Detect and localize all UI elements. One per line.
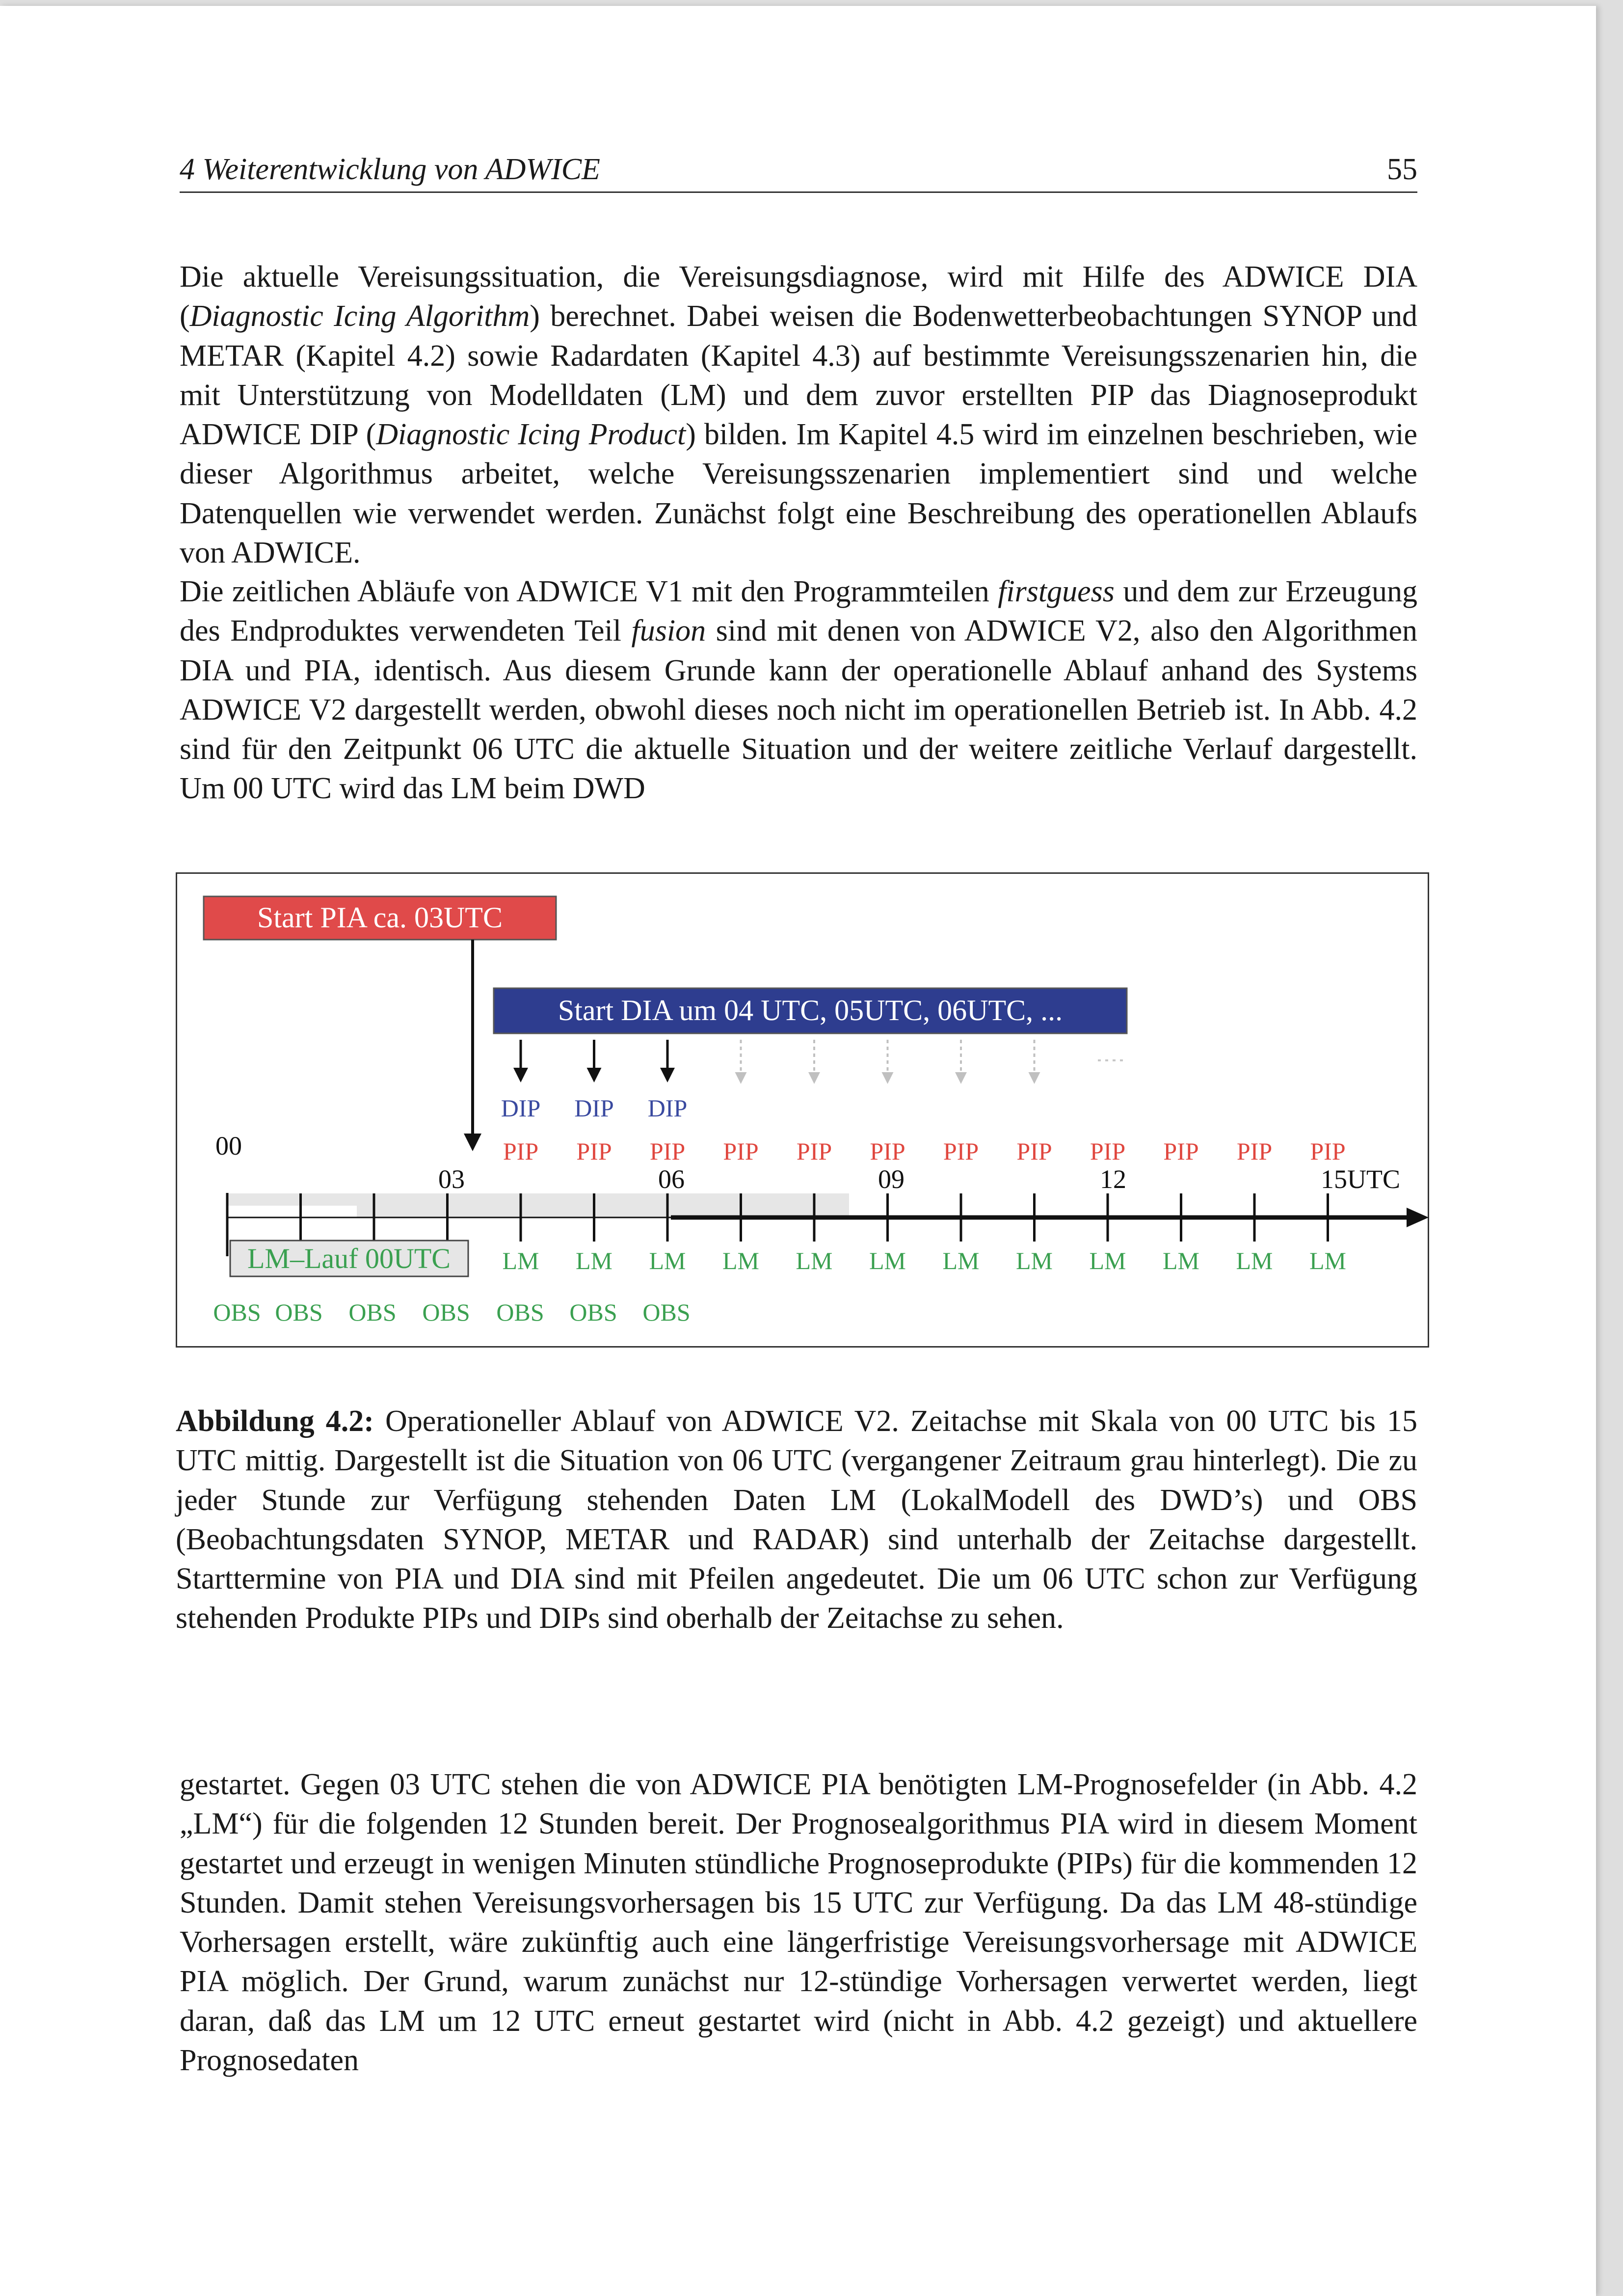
lm-label: LM [1016,1247,1053,1274]
pip-label: PIP [503,1137,539,1165]
pia-start-box [204,896,556,940]
lm-label: LM [722,1247,759,1274]
dip-label: DIP [647,1094,688,1122]
dia-start-box [494,988,1127,1033]
dip-label: DIP [574,1094,614,1122]
lm-label: LM [576,1247,612,1274]
dia-start-label: Start DIA um 04 UTC, 05UTC, 06UTC, ... [558,994,1063,1026]
lm-label: LM [1236,1247,1273,1274]
page [0,6,1596,2296]
dia-arrows [521,1040,1127,1078]
pip-label: PIP [1016,1137,1052,1165]
lm-label: LM [869,1247,906,1274]
past-period-shade [227,1193,357,1206]
time-axis-arrowhead [1407,1208,1429,1227]
lm-run-label: LM–Lauf 00UTC [247,1243,451,1274]
lm-label: LM [1089,1247,1126,1274]
axis-label-00: 00 [215,1131,242,1161]
pip-label: PIP [943,1137,979,1165]
axis-label-03: 03 [438,1164,465,1194]
pip-label: PIP [576,1137,612,1165]
pip-label: PIP [1163,1137,1199,1165]
lm-run-box [230,1241,468,1276]
obs-label: OBS [496,1298,544,1326]
paragraph-1: Die aktuelle Vereisungssituation, die Vereisungsdiagnose, wird mit Hilfe des ADWICE DIA (Diagnostic Icing Algorithm) berechnet. Dabei weisen die Bodenwetterbeobachtungen SYNOP und METAR (Kapitel 4.2) sowie Radardaten (Kapitel 4.3) auf bestimmte Vereisungsszenarien hin, die mit Unterstützung von Modelldaten (LM) und dem zuvor erstellten PIP das Diagnoseprodukt ADWICE DIP (Diagnostic Icing Product) bilden. Im Kapitel 4.5 wird im einzelnen beschrieben, wie dieser Algorithmus arbeitet, welche Vereisungsszenarien implementiert sind und welche Datenquellen wie verwendet werden. Zunächst folgt eine Beschreibung des operationellen Ablaufs von ADWICE. [180,260,1417,570]
header-title: 4 Weiterentwicklung von ADWICE [180,153,600,186]
axis-label-15: 15UTC [1321,1164,1400,1194]
axis-label-09: 09 [878,1164,905,1194]
paragraph-3: gestartet. Gegen 03 UTC stehen die von ADWICE PIA benötigten LM-Prognosefelder (in Abb. 4.2 „LM“) für die folgenden 12 Stunden bereit. Der Prognosealgorithmus PIA wird in diesem Moment gestartet und erzeugt in wenigen Minuten stündliche Prognoseprodukte (PIPs) für die kommenden 12 Stunden. Damit stehen Vereisungsvorhersagen bis 15 UTC zur Verfügung. Da das LM 48-stündige Vorhersagen erstellt, wäre zukünftig auch eine längerfristige Vereisungsvorhersage mit ADWICE PIA möglich. Der Grund, warum zunächst nur 12-stündige Vorhersagen verwertet werden, liegt daran, daß das LM um 12 UTC erneut gestartet wird (nicht in Abb. 4.2 gezeigt) und aktuellere Prognosedaten [180,1768,1417,2078]
pip-label: PIP [1310,1137,1346,1165]
running-header [180,152,1417,193]
obs-label: OBS [422,1298,470,1326]
caption-label: Abbildung 4.2: [176,1405,374,1438]
pip-label: PIP [1090,1137,1126,1165]
pia-start-label: Start PIA ca. 03UTC [257,901,503,934]
obs-label: OBS [642,1298,691,1326]
axis-label-12: 12 [1100,1164,1126,1194]
lm-label: LM [1309,1247,1346,1274]
caption-text: Operationeller Ablauf von ADWICE V2. Zeitachse mit Skala von 00 UTC bis 15 UTC mittig. Dargestellt ist die Situation von 06 UTC (vergangener Zeitraum grau hinterlegt). Die zu jeder Stunde zur Verfügung stehenden Daten LM (LokalModell des DWD’s) und OBS (Beobachtungsdaten SYNOP, METAR und RADAR) sind unterhalb der Zeitachse dargestellt. Starttermine von PIA und DIA sind mit Pfeilen angedeutet. Die um 06 UTC schon zur Verfügung stehenden Produkte PIPs und DIPs sind oberhalb der Zeitachse zu sehen. [176,1405,1418,1635]
obs-labels [213,1298,690,1326]
obs-label: OBS [213,1298,261,1326]
dip-label: DIP [501,1094,541,1122]
page-number: 55 [1387,153,1417,186]
lm-label: LM [649,1247,686,1274]
dip-labels [501,1094,688,1122]
obs-label: OBS [348,1298,397,1326]
pip-label: PIP [796,1137,832,1165]
pip-labels [503,1137,1346,1165]
lm-label: LM [942,1247,980,1274]
obs-label: OBS [569,1298,617,1326]
axis-label-06: 06 [658,1164,685,1194]
figure-caption [176,1402,1417,1638]
pip-label: PIP [870,1137,905,1165]
lm-label: LM [1163,1247,1199,1274]
lm-label: LM [796,1247,833,1274]
lm-label: LM [502,1247,539,1274]
paragraph-2: Die zeitlichen Abläufe von ADWICE V1 mit den Programmteilen firstguess und dem zur Erzeugung des Endproduktes verwendeten Teil fusion sind mit denen von ADWICE V2, also den Algorithmen DIA und PIA, identisch. Aus diesem Grunde kann der operationelle Ablauf anhand des Systems ADWICE V2 dargestellt werden, obwohl dieses noch nicht im operationellen Betrieb ist. In Abb. 4.2 sind für den Zeitpunkt 06 UTC die aktuelle Situation und der weitere zeitliche Verlauf dargestellt. Um 00 UTC wird das LM beim DWD [180,575,1417,806]
lm-labels [503,1247,1347,1274]
timeline-figure [176,872,1429,1348]
pip-label: PIP [723,1137,759,1165]
obs-label: OBS [275,1298,323,1326]
past-period-shade [357,1193,849,1218]
pip-label: PIP [1236,1137,1273,1165]
pip-label: PIP [649,1137,686,1165]
